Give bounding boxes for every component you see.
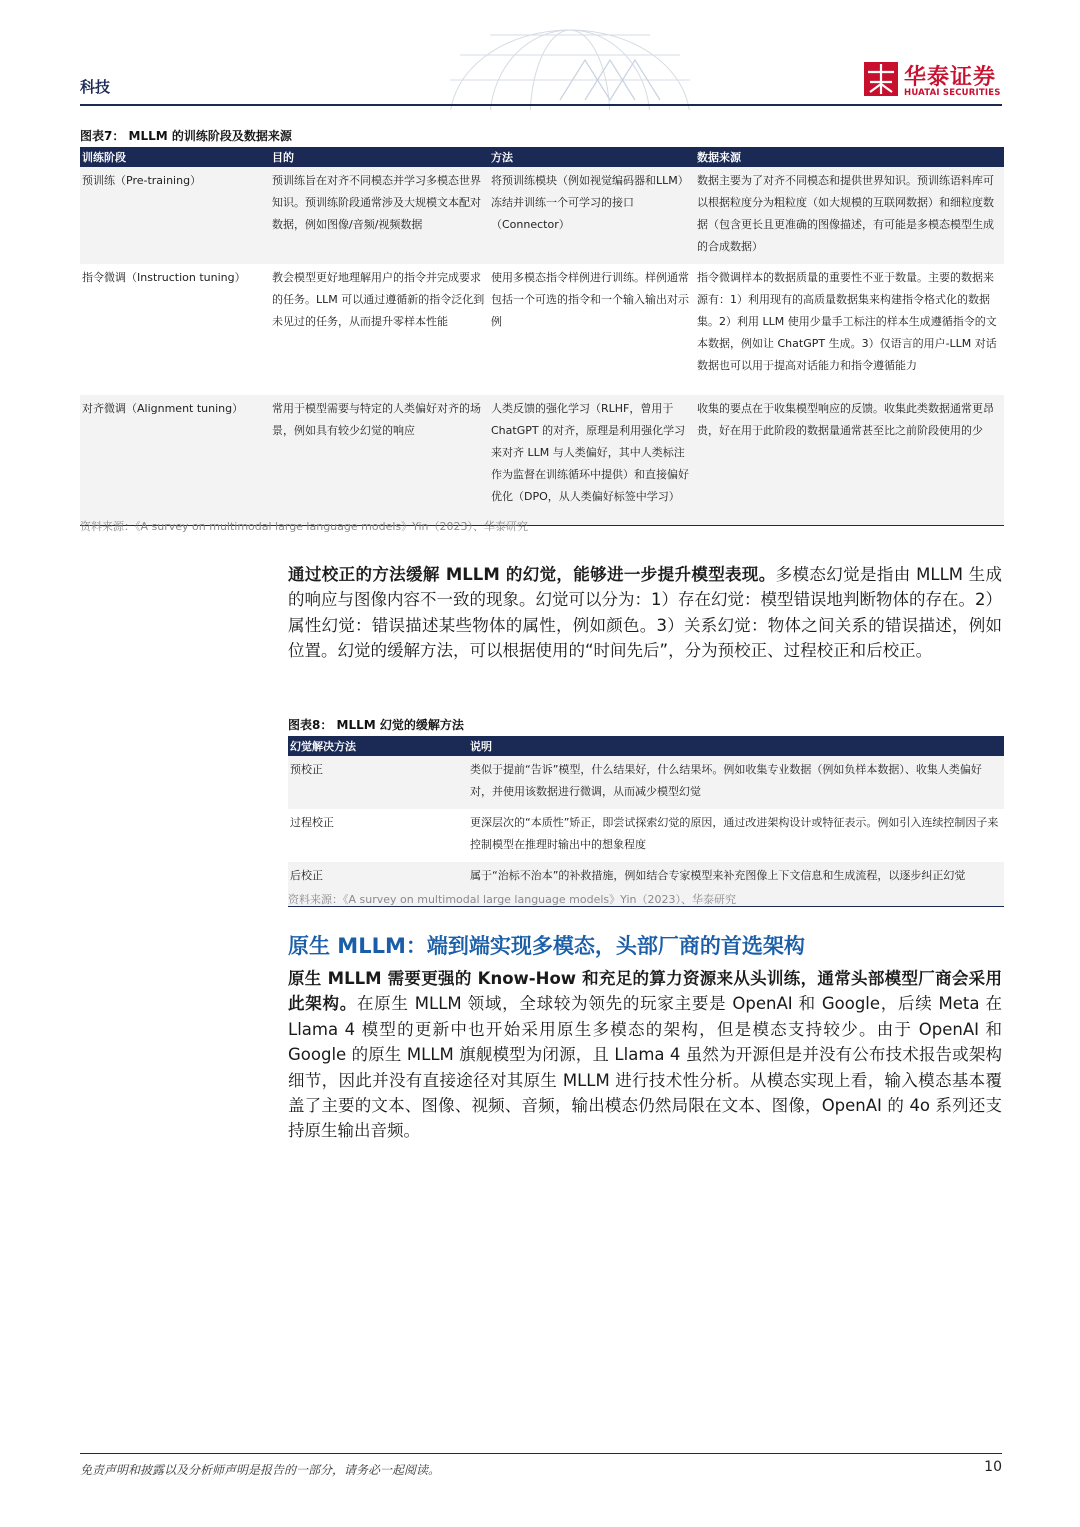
table-cell-method: 过程校正 (290, 816, 334, 829)
table-cell-data: 指令微调样本的数据质量的重要性不亚于数量。主要的数据来源有：1）利用现有的高质量数据集来构建指令格式化的数据集。2）利用 LLM 使用少量手工标注的样本生成遵循指令的文本数据，例如让 ChatGPT 生成。3）仅语言的用户-LLM 对话数据也可以用于提高对话能力和指令遵循能力 (697, 271, 997, 372)
figure8-table (288, 736, 1004, 907)
column-header: 训练阶段 (80, 147, 270, 167)
table-row (80, 167, 1004, 264)
paragraph-native-mllm (288, 966, 1002, 1144)
table-cell-method: 人类反馈的强化学习（RLHF，曾用于 ChatGPT 的对齐，原理是利用强化学习来对齐 LLM 与人类偏好，其中人类标注作为监督在训练循环中提供）和直接偏好优化（DPO，从人类偏好标签中学习） (489, 395, 695, 525)
table-cell-purpose: 常用于模型需要与特定的人类偏好对齐的场景，例如具有较少幻觉的响应 (270, 395, 489, 525)
logo-chinese-name: 华泰证券 (904, 65, 997, 90)
figure7-source: 资料来源：《A survey on multimodal large language models》Yin（2023）、华泰研究 (80, 520, 528, 533)
paragraph-body: 多模态幻觉是指由 MLLM 生成的响应与图像内容不一致的现象。幻觉可以分为：1）存在幻觉：模型错误地判断物体的存在。2）属性幻觉：错误描述某些物体的属性，例如颜色。3）关系幻觉：物体之间关系的错误描述，例如位置。幻觉的缓解方法，可以根据使用的“时间先后”，分为预校正、过程校正和后校正。 (288, 565, 1002, 661)
table-cell-method: 预校正 (288, 756, 468, 809)
column-header: 数据来源 (695, 147, 1004, 167)
column-header: 方法 (489, 147, 695, 167)
figure8-source: 资料来源：《A survey on multimodal large language models》Yin（2023）、华泰研究 (288, 893, 736, 906)
table-cell-stage: 对齐微调（Alignment tuning） (80, 395, 270, 525)
footer-disclaimer: 免责声明和披露以及分析师声明是报告的一部分，请务必一起阅读。 (80, 1463, 441, 1477)
table-cell-data: 数据主要为了对齐不同模态和提供世界知识。预训练语料库可以根据粒度分为粗粒度（如大规模的互联网数据）和细粒度数据（包含更长且更准确的图像描述，有可能是多模态模型生成的合成数据） (695, 167, 1004, 264)
table-cell-purpose: 教会模型更好地理解用户的指令并完成要求的任务。LLM 可以通过遵循新的指令泛化到未见过的任务，从而提升零样本性能 (272, 271, 485, 328)
section-tag: 科技 (80, 78, 111, 96)
paragraph-hallucination (288, 562, 1002, 664)
column-header: 幻觉解决方法 (288, 736, 468, 756)
paragraph-lead: 通过校正的方法缓解 MLLM 的幻觉，能够进一步提升模型表现。 (288, 565, 776, 584)
table-cell-method: 后校正 (288, 862, 468, 906)
table-cell-data: 收集的要点在于收集模型响应的反馈。收集此类数据通常更昂贵，好在用于此阶段的数据量通常甚至比之前阶段使用的少 (695, 395, 1004, 525)
table-row (288, 809, 1004, 862)
table-cell-description: 属于“治标不治本”的补救措施，例如结合专家模型来补充图像上下文信息和生成流程，以逐步纠正幻觉 (468, 862, 1004, 906)
huatai-logo-mark-icon (864, 60, 898, 98)
table-row (80, 395, 1004, 525)
figure7-title: 图表7： MLLM 的训练阶段及数据来源 (80, 129, 292, 143)
header-divider (80, 104, 1002, 106)
column-header: 目的 (270, 147, 489, 167)
section-heading: 原生 MLLM：端到端实现多模态，头部厂商的首选架构 (288, 934, 805, 958)
table-cell-purpose: 预训练旨在对齐不同模态并学习多模态世界知识。预训练阶段通常涉及大规模文本配对数据，例如图像/音频/视频数据 (270, 167, 489, 264)
page-number: 10 (984, 1459, 1002, 1475)
page-header (0, 0, 1080, 110)
footer-divider (80, 1453, 1002, 1454)
table-row (288, 756, 1004, 809)
logo-english-name: HUATAI SECURITIES (904, 88, 1001, 98)
table-cell-method: 使用多模态指令样例进行训练。样例通常包括一个可选的指令和一个输入输出对示例 (491, 271, 689, 328)
table-cell-description: 类似于提前“告诉”模型，什么结果好，什么结果坏。例如收集专业数据（例如负样本数据）、收集人类偏好对，并使用该数据进行微调，从而减少模型幻觉 (468, 756, 1004, 809)
paragraph-body: 在原生 MLLM 领域，全球较为领先的玩家主要是 OpenAI 和 Google，后续 Meta 在 Llama 4 模型的更新中也开始采用原生多模态的架构，但是模态支持较少。由于 OpenAI 和 Google 的原生 MLLM 旗舰模型为闭源，且 Llama 4 虽然为开源但是并没有公布技术报告或架构细节，因此并没有直接途径对其原生 MLLM 进行技术性分析。从模态实现上看，输入模态基本覆盖了主要的文本、图像、视频、音频，输出模态仍然局限在文本、图像，OpenAI 的 4o 系列还支持原生输出音频。 (288, 994, 1003, 1141)
figure8-title: 图表8： MLLM 幻觉的缓解方法 (288, 718, 464, 732)
globe-decoration-icon (410, 20, 730, 110)
column-header: 说明 (468, 736, 1004, 756)
table-cell-method: 将预训练模块（例如视觉编码器和LLM）冻结并训练一个可学习的接口（Connector） (489, 167, 695, 264)
table-cell-stage: 指令微调（Instruction tuning） (82, 271, 246, 284)
table-cell-stage: 预训练（Pre-training） (80, 167, 270, 264)
table-row (80, 264, 1004, 395)
huatai-logo (864, 60, 1004, 100)
table-header-row (288, 736, 1004, 756)
figure7-table (80, 147, 1004, 526)
paragraph-lead: 原生 MLLM 需要更强的 Know-How 和充足的算力资源来从头训练，通常头部模型厂商会采用此架构。 (288, 969, 1002, 1014)
table-cell-description: 更深层次的“本质性”矫正，即尝试探索幻觉的原因，通过改进架构设计或特征表示。例如引入连续控制因子来控制模型在推理时输出中的想象程度 (470, 816, 999, 851)
table-header-row (80, 147, 1004, 167)
